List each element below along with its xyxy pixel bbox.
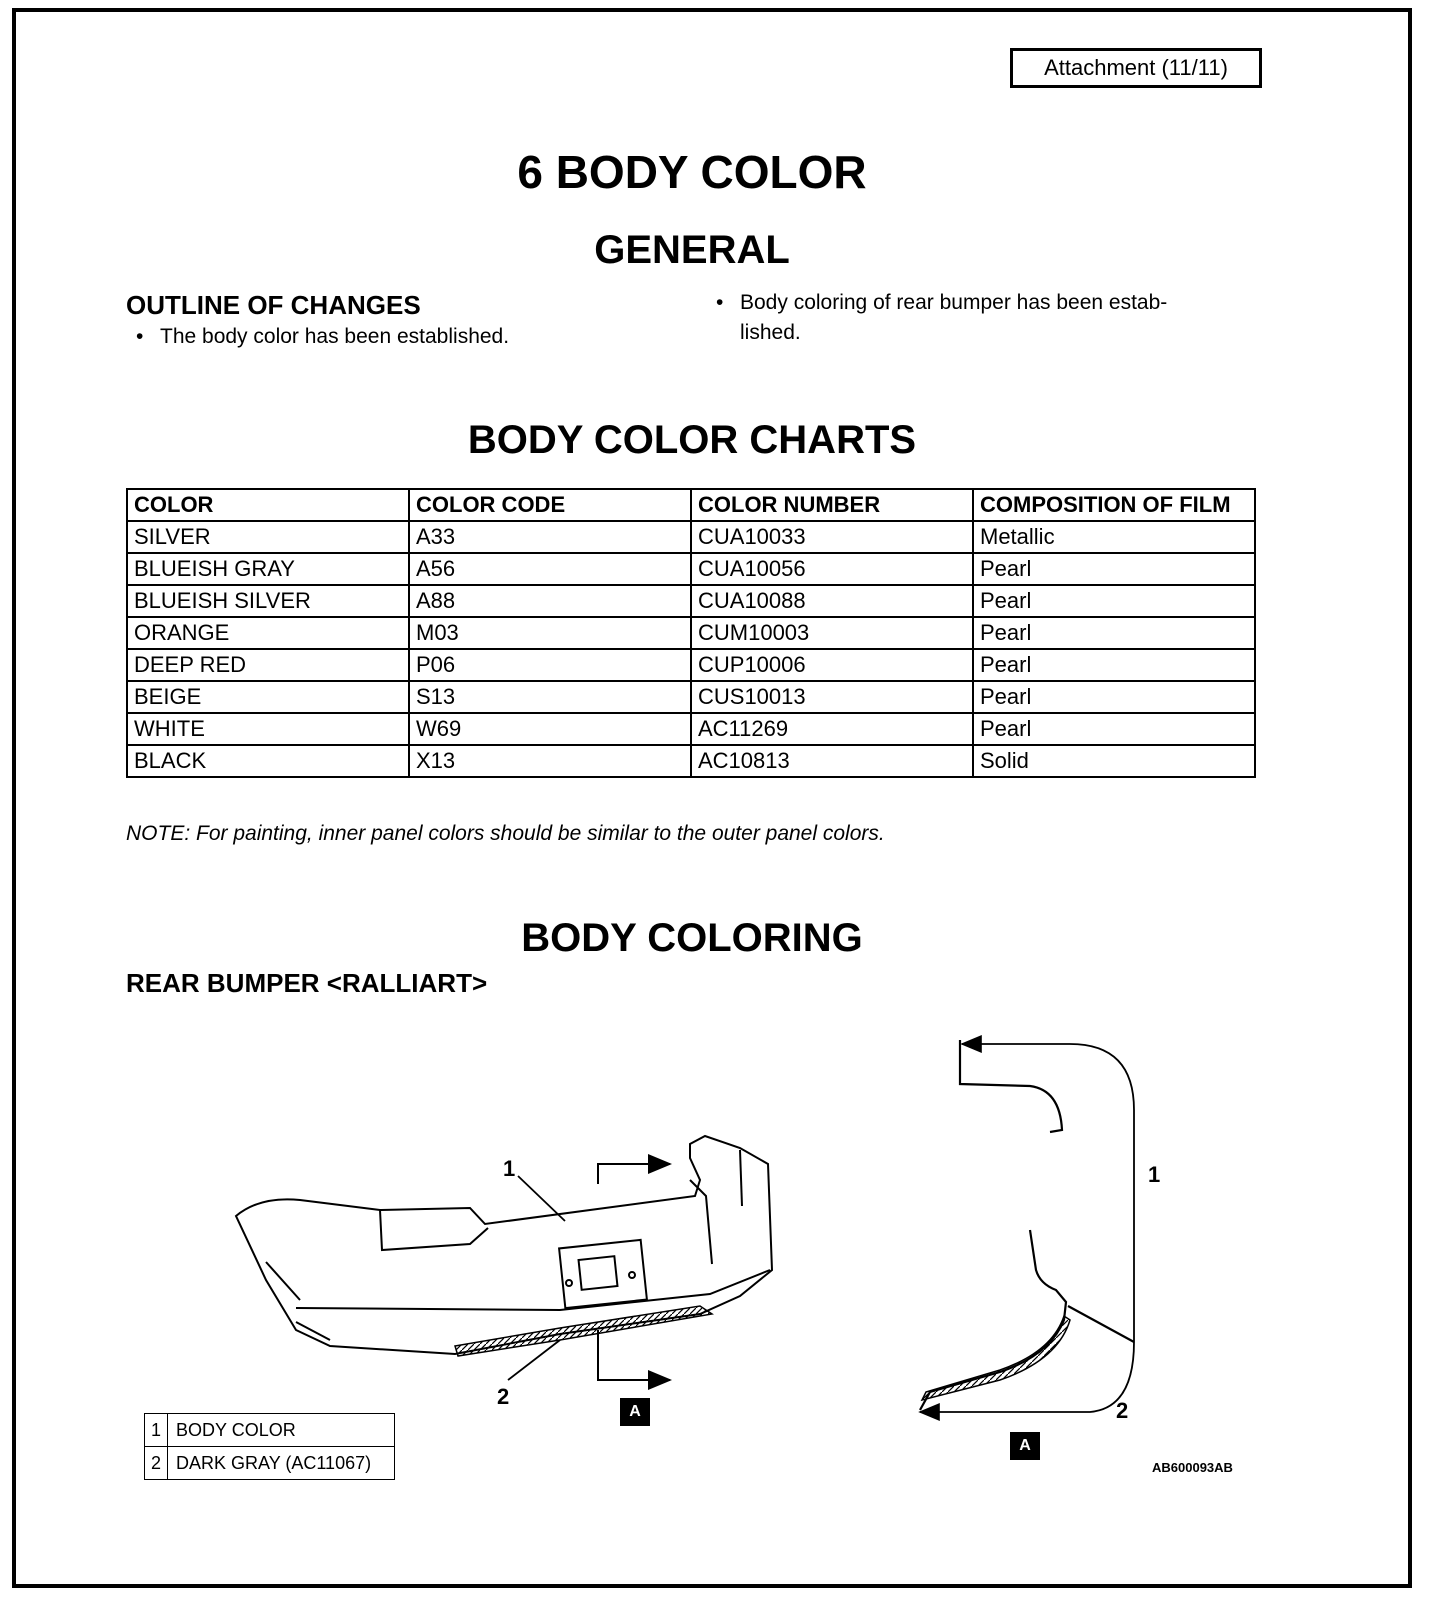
table-cell: Pearl (973, 553, 1255, 585)
bullet-item: • The body color has been established. (136, 322, 509, 352)
bullet-item: • Body coloring of rear bumper has been estab- lished. (716, 288, 1167, 348)
column-header: COLOR CODE (409, 489, 691, 521)
bumper-section-drawing (920, 1040, 1134, 1410)
table-cell: DEEP RED (127, 649, 409, 681)
table-cell: CUA10033 (691, 521, 973, 553)
column-header: COLOR (127, 489, 409, 521)
table-cell: BLUEISH SILVER (127, 585, 409, 617)
table-cell: CUA10088 (691, 585, 973, 617)
callout-2-section: 2 (1116, 1398, 1129, 1423)
coloring-subtitle: REAR BUMPER <RALLIART> (126, 968, 488, 998)
table-cell: SILVER (127, 521, 409, 553)
attachment-label: Attachment (11/11) (1010, 48, 1262, 88)
bullet-dot: • (716, 291, 724, 314)
section-title: 6 BODY COLOR (517, 146, 867, 198)
general-title: GENERAL (594, 228, 790, 272)
table-cell: A88 (409, 585, 691, 617)
callout-2-perspective: 2 (497, 1384, 510, 1409)
legend-number: 1 (145, 1414, 168, 1447)
callout-1-perspective: 1 (503, 1156, 516, 1181)
color-legend (144, 1413, 395, 1480)
column-header: COLOR NUMBER (691, 489, 973, 521)
table-cell: Metallic (973, 521, 1255, 553)
table-cell: W69 (409, 713, 691, 745)
table-cell: ORANGE (127, 617, 409, 649)
table-cell: Pearl (973, 713, 1255, 745)
legend-row (145, 1447, 395, 1480)
table-cell: CUM10003 (691, 617, 973, 649)
table-cell: Solid (973, 745, 1255, 777)
table-cell: M03 (409, 617, 691, 649)
legend-label: DARK GRAY (AC11067) (168, 1447, 395, 1480)
table-cell: X13 (409, 745, 691, 777)
table-cell: Pearl (973, 585, 1255, 617)
column-header: COMPOSITION OF FILM (973, 489, 1255, 521)
table-cell: Pearl (973, 681, 1255, 713)
callout-1-section: 1 (1148, 1162, 1161, 1187)
table-cell: A33 (409, 521, 691, 553)
charts-title: BODY COLOR CHARTS (467, 418, 917, 462)
figure-code: AB600093AB (1152, 1460, 1233, 1475)
table-cell: P06 (409, 649, 691, 681)
table-cell: AC10813 (691, 745, 973, 777)
table-cell: S13 (409, 681, 691, 713)
table-cell: BLUEISH GRAY (127, 553, 409, 585)
table-cell: Pearl (973, 649, 1255, 681)
outline-heading: OUTLINE OF CHANGES (126, 290, 421, 320)
legend-number: 2 (145, 1447, 168, 1480)
table-cell: CUS10013 (691, 681, 973, 713)
section-a-label: A (1010, 1432, 1040, 1460)
table-cell: CUP10006 (691, 649, 973, 681)
bullet-dot: • (136, 325, 144, 348)
table-cell: Pearl (973, 617, 1255, 649)
table-cell: AC11269 (691, 713, 973, 745)
table-cell: CUA10056 (691, 553, 973, 585)
view-a-label: A (620, 1398, 650, 1426)
table-cell: A56 (409, 553, 691, 585)
coloring-title: BODY COLORING (521, 916, 863, 960)
legend-label: BODY COLOR (168, 1414, 395, 1447)
table-cell: BEIGE (127, 681, 409, 713)
legend-row (145, 1414, 395, 1447)
table-cell: WHITE (127, 713, 409, 745)
painting-note: NOTE: For painting, inner panel colors should be similar to the outer panel colors. (126, 822, 885, 845)
table-cell: BLACK (127, 745, 409, 777)
